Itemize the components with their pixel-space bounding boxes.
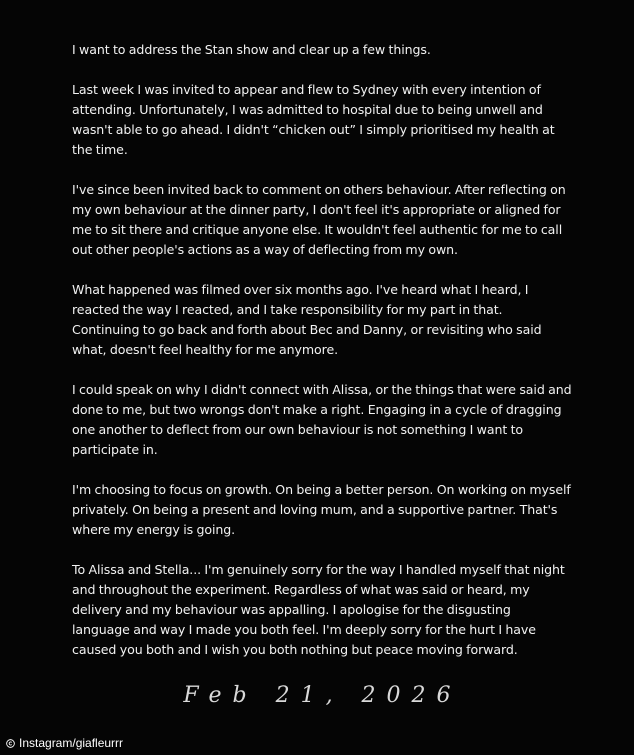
paragraph-apology: To Alissa and Stella... I'm genuinely sorry for the way I handled myself that night and throughout the experiment. Regardless of what was said or heard, my delivery and my behaviour was appalling. I apologise for the disgusting language and way I made you both feel. I'm deeply sorry for the hurt I have caused you both and I wish you both nothing but peace moving forward. (72, 562, 565, 657)
post-date: Feb 21, 2026 (183, 683, 462, 708)
copyright-icon (6, 739, 15, 748)
photo-credit (6, 736, 123, 750)
paragraph-growth: I'm choosing to focus on growth. On being a better person. On working on myself privately. On being a present and loving mum, and a supportive partner. That's where my energy is going. (72, 482, 571, 537)
paragraph-intro: I want to address the Stan show and clear up a few things. (72, 42, 431, 57)
photo-credit-text: Instagram/giafleurrr (19, 736, 124, 750)
paragraph-responsibility: What happened was filmed over six months ago. I've heard what I heard, I reacted the way I reacted, and I take responsibility for my part in that. Continuing to go back and forth about Bec and Danny, or revisiting who said what, doesn't feel healthy for me anymore. (72, 282, 542, 357)
statement-body (72, 40, 572, 680)
paragraph-invited-back: I've since been invited back to comment on others behaviour. After reflecting on my own behaviour at the dinner party, I don't feel it's appropriate or aligned for me to sit there and critique anyone else. It wouldn't feel authentic for me to call out other people's actions as a way of deflecting from my own. (72, 182, 566, 257)
paragraph-hospital: Last week I was invited to appear and flew to Sydney with every intention of attending. Unfortunately, I was admitted to hospital due to being unwell and wasn't able to go ahead. I didn't “chicken out” I simply prioritised my health at the time. (72, 82, 555, 157)
paragraph-two-wrongs: I could speak on why I didn't connect with Alissa, or the things that were said and done to me, but two wrongs don't make a right. Engaging in a cycle of dragging one another to deflect from our own behaviour is not something I want to participate in. (72, 382, 572, 457)
